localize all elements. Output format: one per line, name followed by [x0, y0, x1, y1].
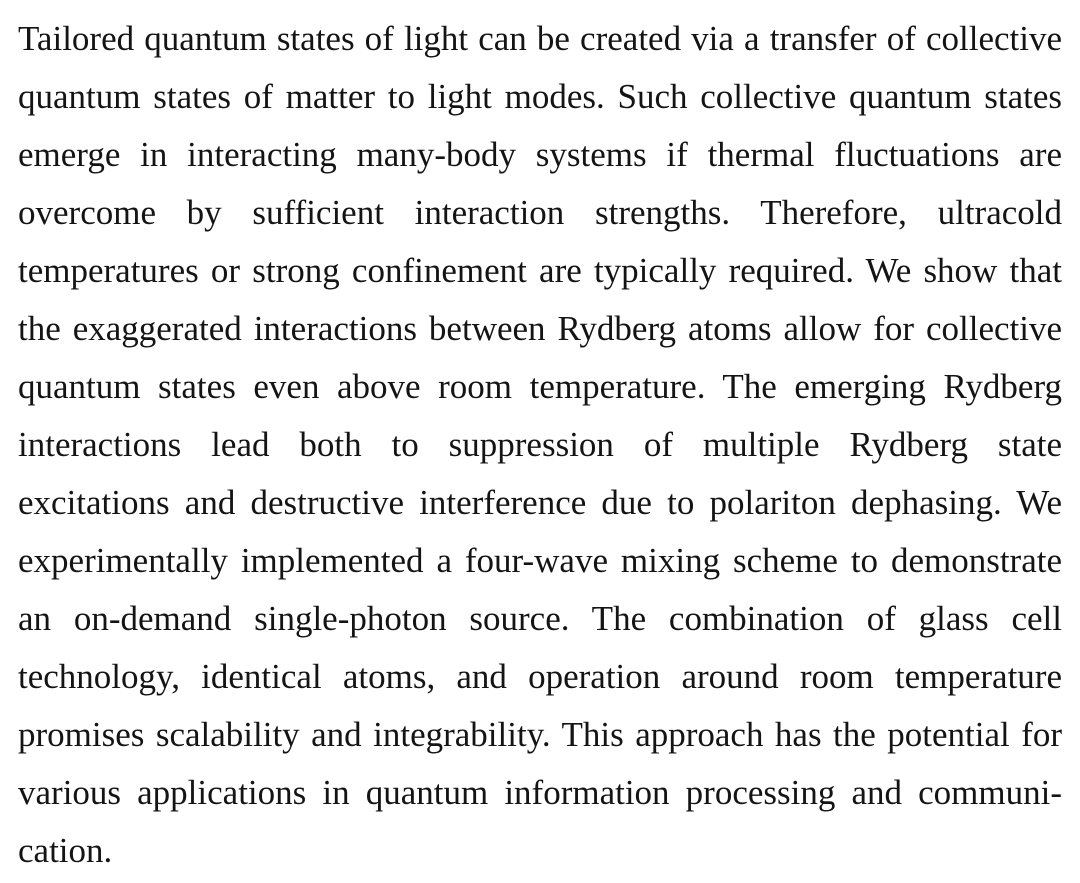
text-line: emerge in interacting many-body systems if thermal fluctuations are	[18, 135, 1062, 174]
text-line: the exaggerated interactions between Rydberg atoms allow for collective	[18, 309, 1062, 348]
text-line: temperatures or strong confinement are typically required. We show that	[18, 251, 1062, 290]
text-line: quantum states of matter to light modes. Such collective quantum states	[18, 77, 1062, 116]
text-line: interactions lead both to suppression of multiple Rydberg state	[18, 425, 1062, 464]
text-line: excitations and destructive interference due to polariton dephasing. We	[18, 483, 1062, 522]
text-line: Tailored quantum states of light can be created via a transfer of collective	[18, 19, 1062, 58]
text-line: experimentally implemented a four-wave mixing scheme to demonstrate	[18, 541, 1062, 580]
text-line: various applications in quantum information processing and communi-	[18, 773, 1062, 812]
text-line: overcome by sufficient interaction strengths. Therefore, ultracold	[18, 193, 1062, 232]
text-line: an on-demand single-photon source. The combination of glass cell	[18, 599, 1062, 638]
text-line: cation.	[18, 831, 113, 870]
text-line: technology, identical atoms, and operation around room temperature	[18, 657, 1062, 696]
abstract-paragraph	[18, 10, 1062, 880]
text-line: quantum states even above room temperature. The emerging Rydberg	[18, 367, 1062, 406]
text-line: promises scalability and integrability. This approach has the potential for	[18, 715, 1062, 754]
